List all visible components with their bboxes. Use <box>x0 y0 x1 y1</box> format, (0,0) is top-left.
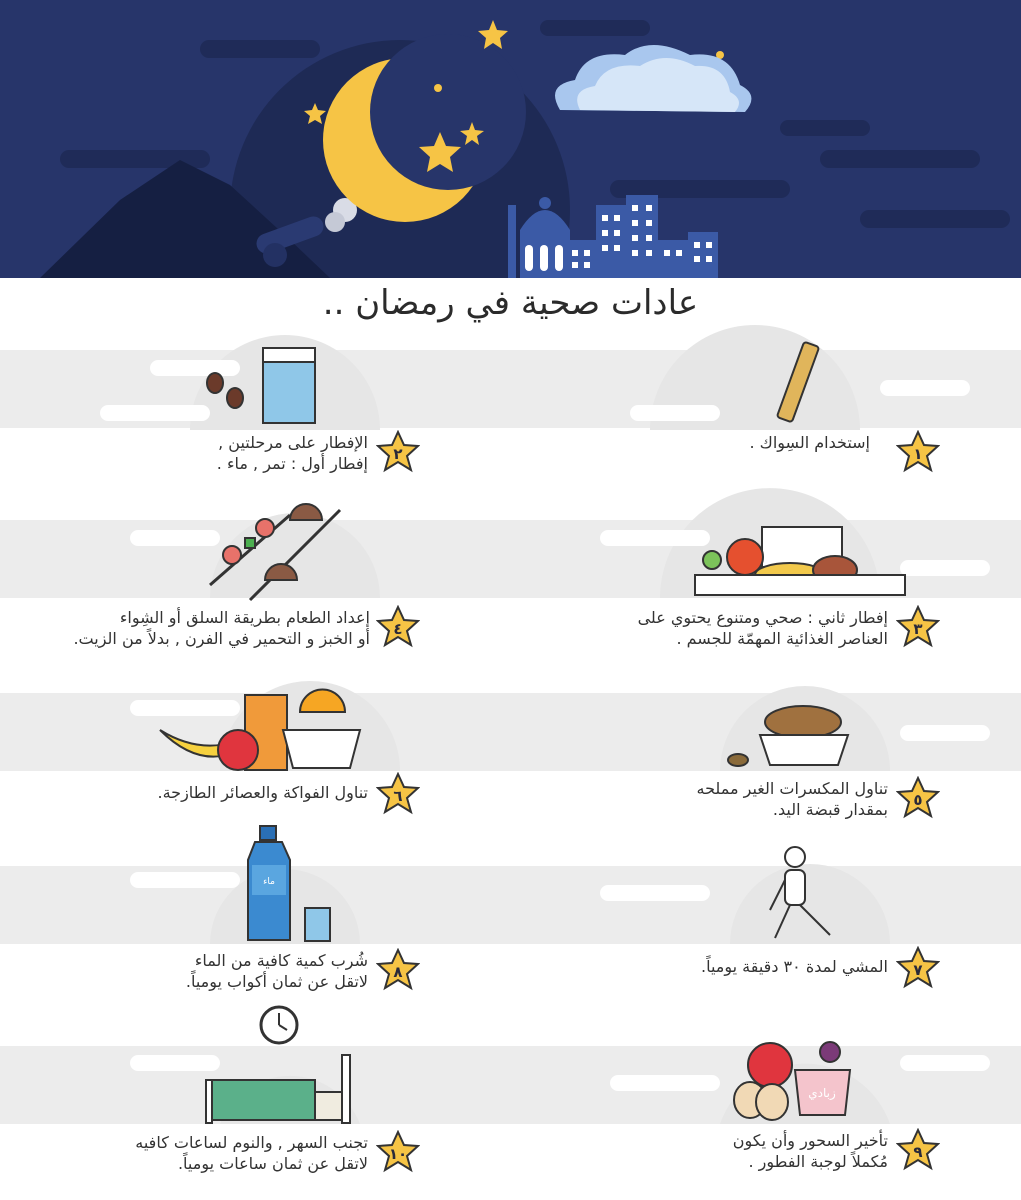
item-text-line: العناصر الغذائية المهمّة للجسم . <box>676 629 888 648</box>
item-number: ٥ <box>913 791 923 809</box>
item-number: ٨ <box>393 963 403 981</box>
item-text-line: لاتقل عن ثمان ساعات يومياً. <box>177 1154 368 1173</box>
item-number: ١ <box>913 445 923 463</box>
item-text-line: تجنب السهر , والنوم لساعات كافيه <box>135 1133 368 1152</box>
star-badge-icon <box>376 948 420 992</box>
item-text-line: إفطار أول : تمر , ماء . <box>216 454 368 473</box>
star-badge-icon <box>896 776 940 820</box>
item-text-line: الإفطار على مرحلتين , <box>218 433 368 452</box>
item-number: ٦ <box>393 787 403 805</box>
item-number: ٣ <box>913 620 923 638</box>
item-text-line: لاتقل عن ثمان أكواب يومياً. <box>185 972 368 991</box>
item-number: ٩ <box>913 1143 923 1161</box>
bed-clock-icon <box>206 1007 350 1123</box>
item-text-line: شُرب كمية كافية من الماء <box>194 951 368 970</box>
habit-item-1 <box>600 430 940 480</box>
habit-item-3 <box>560 605 940 655</box>
item-text-line: تناول الفواكة والعصائر الطازجة. <box>157 783 368 802</box>
item-number: ٢ <box>393 445 403 463</box>
night-sky-banner <box>0 0 1021 278</box>
habit-item-9 <box>680 1128 940 1178</box>
item-number: ١٠ <box>388 1145 408 1163</box>
star-badge-icon <box>896 946 940 990</box>
item-text-line: تناول المكسرات الغير مملحه <box>696 779 888 798</box>
habit-item-10 <box>60 1130 420 1180</box>
habit-item-4 <box>20 605 420 655</box>
item-text-line: بمقدار قبضة اليد. <box>772 800 888 819</box>
item-text-line: تأخير السحور وأن يكون <box>732 1131 888 1150</box>
star-badge-icon <box>376 1130 420 1174</box>
item-text-line: إستخدام السِواك . <box>749 433 870 452</box>
item-number: ٤ <box>393 620 403 638</box>
item-text-line: أو الخبز و التحمير في الفرن , بدلاً من الزيت. <box>73 629 370 648</box>
item-text-line: مُكملاً لوجبة الفطور . <box>748 1152 888 1171</box>
habit-item-6 <box>80 772 420 822</box>
water-bottle-label: ماء <box>263 877 275 887</box>
star-badge-icon <box>896 605 940 649</box>
item-number: ٧ <box>913 961 923 979</box>
yogurt-label: زبادي <box>808 1086 836 1100</box>
habit-item-7 <box>620 946 940 996</box>
habit-item-5 <box>620 776 940 826</box>
star-badge-icon <box>376 605 420 649</box>
star-badge-icon <box>896 1128 940 1172</box>
item-text-line: إفطار ثاني : صحي ومتنوع يحتوي على <box>637 608 888 627</box>
star-badge-icon <box>896 430 940 474</box>
item-text-line: المشي لمدة ٣٠ دقيقة يومياً. <box>701 957 888 976</box>
item-text-line: إعداد الطعام بطريقة السلق أو الشِواء <box>119 608 370 627</box>
habit-item-2 <box>150 430 420 480</box>
page-title: عادات صحية في رمضان .. <box>322 283 699 323</box>
habit-item-8 <box>120 948 420 998</box>
star-badge-icon <box>376 772 420 816</box>
star-badge-icon <box>376 430 420 474</box>
